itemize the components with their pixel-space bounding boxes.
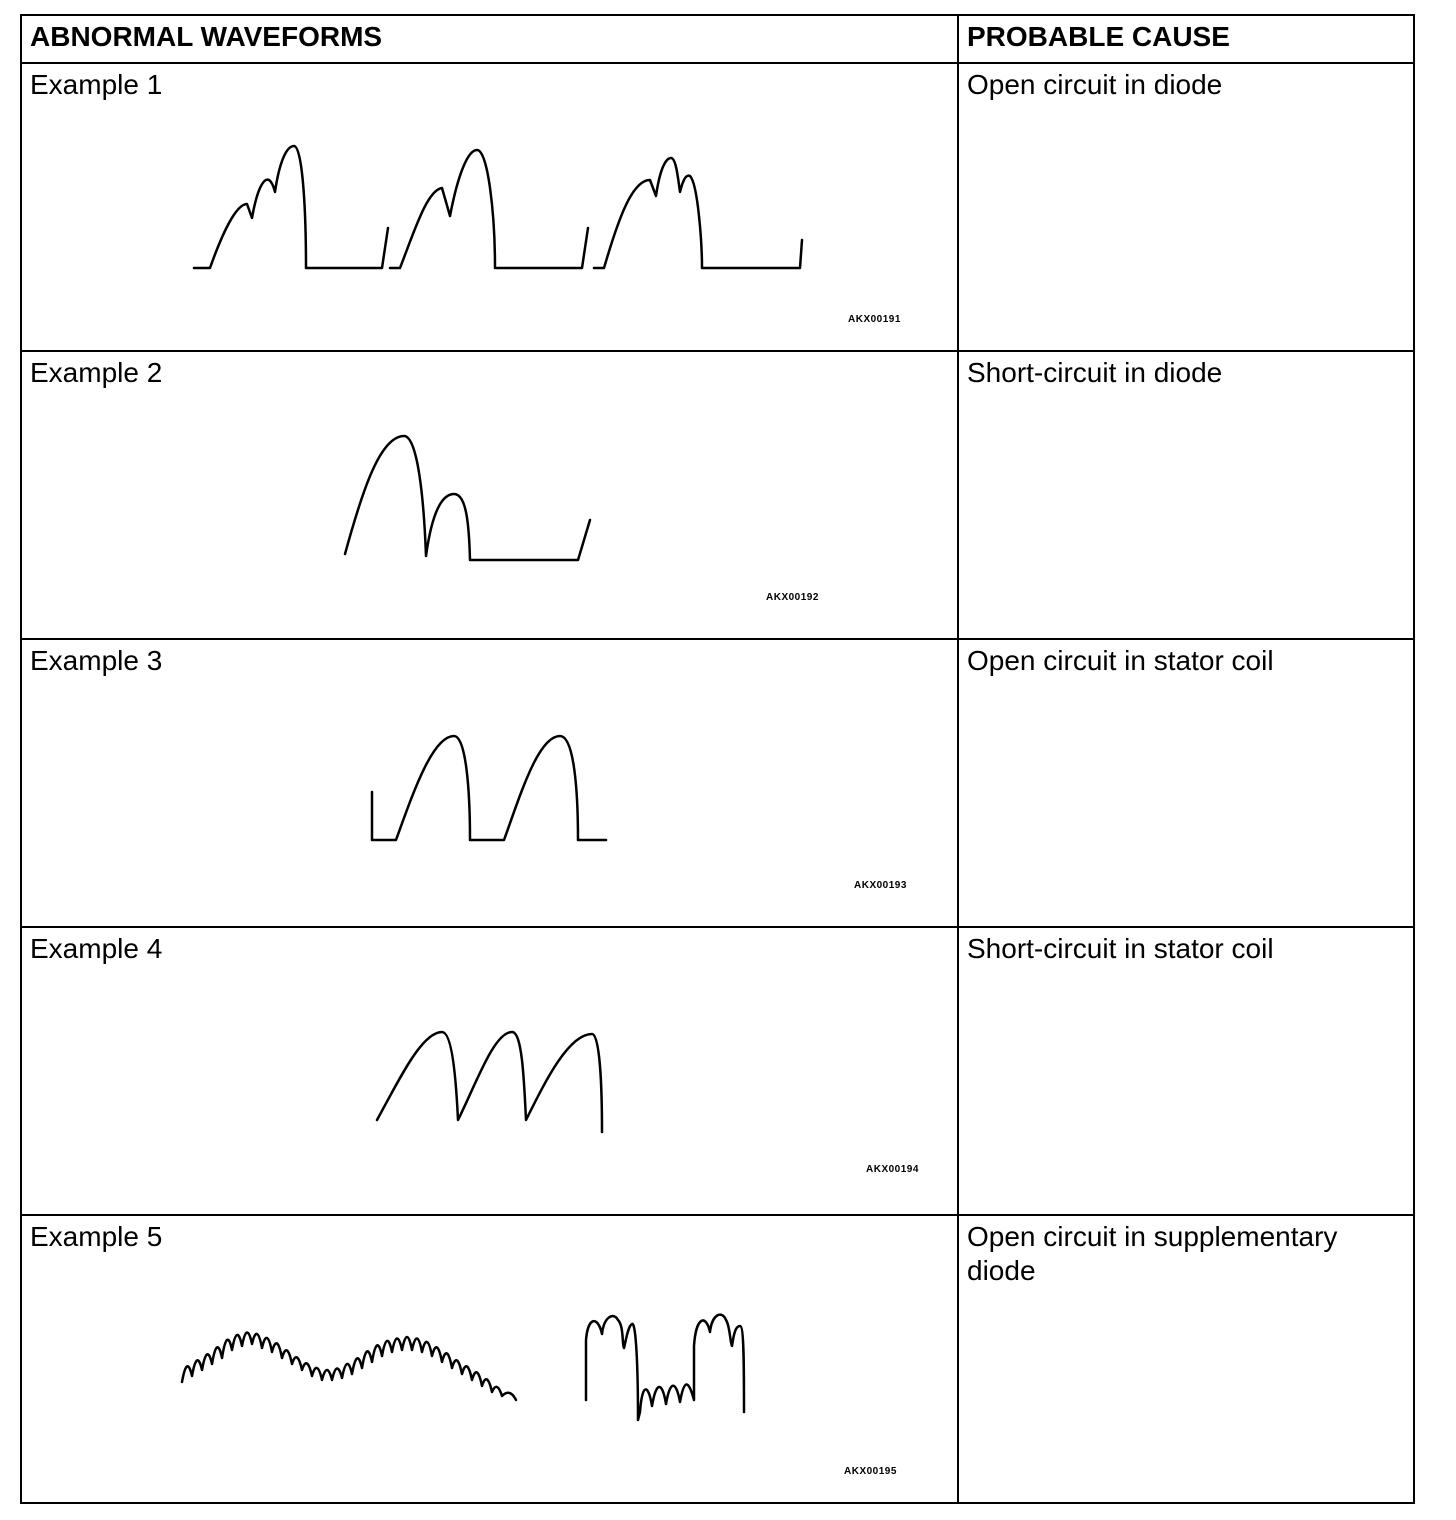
waveform-trace-1a xyxy=(194,146,388,268)
waveform-diagram-1 xyxy=(22,64,959,350)
waveform-trace-5b xyxy=(586,1315,744,1420)
waveform-table xyxy=(20,14,1415,1504)
waveform-trace-1b xyxy=(390,150,588,268)
table-header-row xyxy=(21,15,1414,63)
cause-cell-2: Short-circuit in diode xyxy=(958,351,1414,639)
example-label-2: Example 2 xyxy=(30,357,163,388)
example-label-3: Example 3 xyxy=(30,645,163,676)
waveform-cell-3 xyxy=(21,639,958,927)
cause-cell-1: Open circuit in diode xyxy=(958,63,1414,351)
cause-cell-5: Open circuit in supplementary diode xyxy=(958,1215,1414,1503)
waveform-diagram-4 xyxy=(22,928,959,1214)
waveform-diagram-3 xyxy=(22,640,959,926)
waveform-cell-1 xyxy=(21,63,958,351)
example-label-5: Example 5 xyxy=(30,1221,163,1252)
table-row xyxy=(21,927,1414,1215)
waveform-diagram-5 xyxy=(22,1216,959,1502)
cause-cell-3: Open circuit in stator coil xyxy=(958,639,1414,927)
figure-code-4: AKX00194 xyxy=(866,1164,919,1175)
waveform-trace-1c xyxy=(594,158,802,268)
figure-code-2: AKX00192 xyxy=(766,592,819,603)
waveform-cell-2 xyxy=(21,351,958,639)
waveform-cell-5 xyxy=(21,1215,958,1503)
waveform-trace-3 xyxy=(372,736,606,840)
waveform-trace-5a xyxy=(182,1332,516,1400)
waveform-cell-4 xyxy=(21,927,958,1215)
table-row xyxy=(21,1215,1414,1503)
waveform-trace-4 xyxy=(377,1032,602,1132)
waveform-trace-2 xyxy=(345,436,590,560)
header-probable-cause: PROBABLE CAUSE xyxy=(958,15,1414,63)
figure-code-3: AKX00193 xyxy=(854,880,907,891)
example-label-1: Example 1 xyxy=(30,69,163,100)
table-row xyxy=(21,639,1414,927)
example-label-4: Example 4 xyxy=(30,933,163,964)
header-abnormal-waveforms: ABNORMAL WAVEFORMS xyxy=(21,15,958,63)
table-row xyxy=(21,351,1414,639)
cause-cell-4: Short-circuit in stator coil xyxy=(958,927,1414,1215)
table-row xyxy=(21,63,1414,351)
figure-code-1: AKX00191 xyxy=(848,314,901,325)
figure-code-5: AKX00195 xyxy=(844,1466,897,1477)
